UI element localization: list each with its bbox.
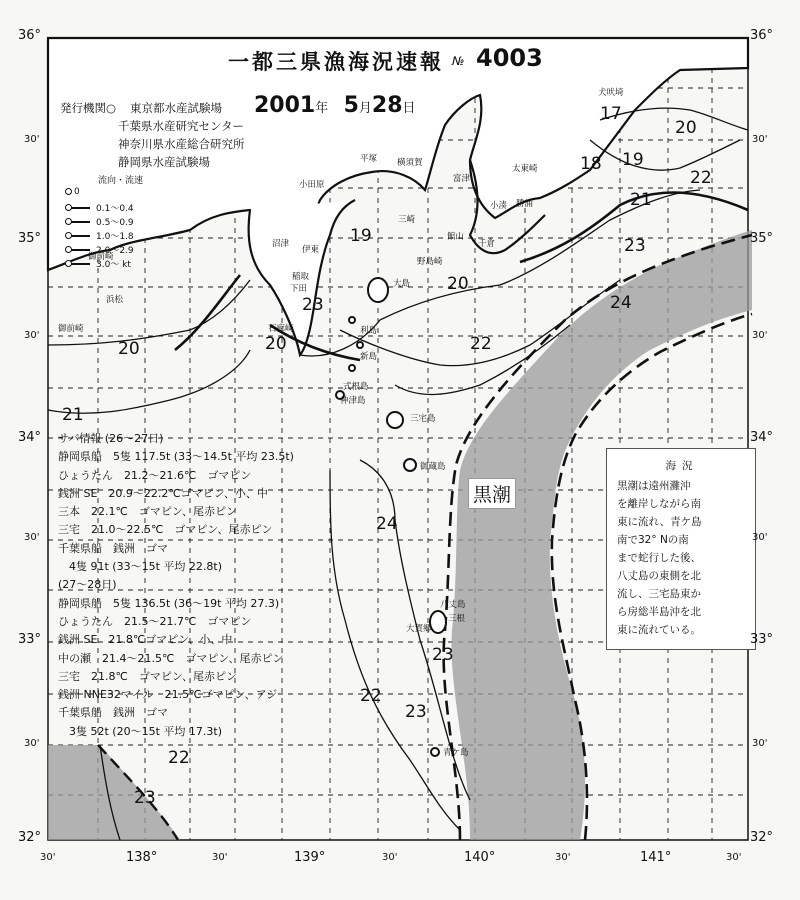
place-label: 小湊: [490, 201, 508, 211]
isotherm-label: 23: [302, 295, 324, 315]
isotherm-label: 24: [376, 514, 398, 534]
place-label: 勝浦: [516, 199, 534, 209]
info-line: 千葉県船 銭洲 ゴマ: [58, 541, 168, 555]
lat-label: 30': [24, 134, 40, 145]
lat-label-right: 36°: [750, 28, 774, 43]
legend-item: 3.0～ kt: [68, 257, 131, 270]
info-line: ひょうたん 21.5～21.7℃ ゴマピン: [58, 614, 252, 628]
place-label: 御蔵島: [420, 462, 446, 472]
isotherm-label: 20: [265, 334, 287, 354]
isotherm-label: 24: [610, 293, 632, 313]
lon-label: 30': [40, 852, 56, 863]
issuer-4: 静岡県水産試験場: [118, 155, 210, 169]
info-line: 中の瀬 21.4～21.5℃ ゴマピン、尾赤ピン: [58, 651, 284, 665]
lat-label: 32°: [18, 830, 42, 845]
sea-conditions-line: 南で32° Nの南: [617, 534, 689, 546]
issuer-2: 千葉県水産研究センター: [118, 119, 245, 133]
info-line: 三宅 21.8℃ ゴマピン、尾赤ピン: [58, 669, 237, 683]
place-label: 沼津: [272, 239, 290, 249]
report-number-label: №: [452, 54, 465, 68]
lon-label: 139°: [294, 850, 326, 865]
place-label: 犬吠埼: [598, 88, 624, 98]
place-label: 青ケ島: [443, 748, 469, 758]
info-line: 3隻 52t (20～15t 平均 17.3t): [58, 724, 222, 738]
isotherm-label: 22: [470, 334, 492, 354]
isotherm-label: 19: [622, 150, 644, 170]
isotherm-label: 22: [360, 686, 382, 706]
issuer-1: 東京都水産試験場: [130, 101, 222, 115]
lat-label-right: 34°: [750, 430, 774, 445]
legend-item: 0.5～0.9: [68, 215, 134, 228]
issuer-label: 発行機関○: [60, 101, 117, 115]
info-line: 千葉県船 銭洲 ゴマ: [58, 706, 168, 720]
info-line: 銭洲 SE 21.8℃ゴマピン、小、中: [58, 633, 233, 647]
place-label: 御前崎: [88, 252, 114, 262]
info-line: サバ情報 (26～27日): [58, 432, 164, 445]
info-line: 銭洲 NNE32マイル 21.5℃ゴマピン、アジ: [58, 688, 278, 702]
isotherm-label: 20: [675, 118, 697, 138]
place-label: 神津島: [340, 396, 366, 406]
lon-label: 30': [382, 852, 398, 863]
lat-label-right: 30': [752, 738, 768, 749]
place-label: 伊東: [302, 245, 320, 255]
info-line: 4隻 91t (33～15t 平均 22.8t): [58, 560, 222, 574]
isotherm-label: 17: [600, 104, 622, 124]
lon-label: 138°: [126, 850, 158, 865]
isotherm-label: 23: [134, 788, 156, 808]
date-year: 2001: [254, 93, 316, 118]
sea-conditions-box: [606, 448, 756, 650]
place-label: 三根: [448, 614, 466, 624]
isotherm-label: 23: [432, 645, 454, 665]
place-label: 館山: [447, 232, 465, 242]
lon-label: 30': [726, 852, 742, 863]
lat-label-right: 32°: [750, 830, 774, 845]
lat-label: 33°: [18, 632, 42, 647]
southwest-band: [48, 745, 180, 840]
issuer-3: 神奈川県水産総合研究所: [118, 137, 245, 151]
place-label: 稲取: [292, 272, 310, 282]
place-label: 下田: [290, 284, 308, 294]
sea-conditions-line: ら房総半島沖を北: [617, 606, 701, 618]
report-number: 4003: [476, 44, 543, 72]
place-label: 大賀郷: [406, 624, 432, 634]
legend-item: 0.1～0.4: [68, 201, 134, 214]
place-label: 三崎: [398, 215, 416, 225]
isotherm-label: 23: [624, 236, 646, 256]
lon-label: 30': [212, 852, 228, 863]
kuroshio-label: 黒潮: [468, 478, 516, 509]
place-label: 太東崎: [512, 164, 538, 174]
lat-label: 30': [24, 532, 40, 543]
place-label: 浜松: [106, 295, 124, 305]
place-label: 平塚: [360, 154, 378, 164]
isotherm-label: 21: [62, 405, 84, 425]
place-label: 新島: [360, 352, 378, 362]
place-label: 利島: [360, 326, 378, 336]
sea-conditions-line: 黒潮は遠州灘沖: [617, 480, 691, 492]
lat-label: 30': [24, 738, 40, 749]
place-label: 横須賀: [397, 158, 423, 168]
lat-label-right: 30': [752, 532, 768, 543]
lon-label: 30': [555, 852, 571, 863]
place-label: 野島崎: [417, 257, 443, 267]
sea-conditions-line: 流し、三宅島東か: [617, 588, 701, 600]
legend-item: 2.0～2.9: [68, 243, 134, 256]
date-day-unit: 日: [402, 101, 416, 116]
saba-info: [58, 430, 308, 741]
info-line: 銭洲 SE 20.9～22.2℃ゴマピン、小、中: [58, 486, 268, 500]
legend-title: 流向・流速: [98, 176, 144, 186]
isotherm-label: 18: [580, 154, 602, 174]
lat-label-right: 35°: [750, 231, 774, 246]
place-label: 式根島: [343, 382, 369, 392]
isotherm-label: 19: [350, 226, 372, 246]
info-line: 三宅 21.0～22.5℃ ゴマピン、尾赤ピン: [58, 523, 273, 537]
lat-label-right: 30': [752, 330, 768, 341]
legend-item: 1.0～1.8: [68, 229, 134, 242]
place-label: 千倉: [478, 239, 496, 249]
lon-label: 141°: [640, 850, 672, 865]
sea-conditions-line: 東に流れ、青ケ島: [617, 516, 702, 528]
place-label: 三宅島: [410, 414, 436, 424]
isotherm-label: 20: [447, 274, 469, 294]
date-month: 5: [343, 93, 359, 118]
isotherm-label: 21: [630, 190, 652, 210]
sea-conditions-title: 海況: [665, 460, 699, 472]
lat-label-right: 30': [752, 134, 768, 145]
lat-label: 35°: [18, 231, 42, 246]
date-day: 28: [371, 93, 403, 118]
place-label: 石廊崎: [268, 324, 294, 334]
place-label: 八丈島: [440, 600, 466, 610]
sea-conditions-line: 東に流れている。: [617, 624, 701, 636]
info-line: ひょうたん 21.2～21.6℃ ゴマピン: [58, 468, 252, 482]
info-line: 静岡県船 5隻 117.5t (33～14.5t 平均 23.5t): [58, 450, 294, 464]
info-line: (27～28日): [58, 578, 117, 592]
info-line: 静岡県船 5隻 136.5t (36～19t 平均 27.3): [58, 596, 280, 610]
sea-conditions-line: 八丈島の東側を北: [617, 570, 701, 582]
report-title: 一都三県漁海況速報: [228, 50, 444, 74]
lat-label: 34°: [18, 430, 42, 445]
sea-conditions-line: を離岸しながら南: [617, 498, 701, 510]
info-line: 三本 22.1℃ ゴマピン、尾赤ピン: [58, 505, 237, 519]
legend-item: 0: [74, 187, 80, 197]
isotherm-label: 22: [690, 168, 712, 188]
isotherm-label: 22: [168, 748, 190, 768]
lon-label: 140°: [464, 850, 496, 865]
date-month-unit: 月: [358, 101, 372, 116]
isotherm-label: 23: [405, 702, 427, 722]
place-label: 御前崎: [58, 324, 84, 334]
report-date: [254, 93, 416, 118]
lat-label: 30': [24, 330, 40, 341]
place-label: 小田原: [299, 180, 325, 190]
place-label: 富津: [453, 174, 471, 184]
lat-label: 36°: [18, 28, 42, 43]
isotherm-label: 20: [118, 339, 140, 359]
place-label: 大島: [393, 279, 411, 289]
date-year-unit: 年: [315, 101, 329, 116]
lat-label-right: 33°: [750, 632, 774, 647]
sea-conditions-line: まで蛇行した後、: [617, 552, 701, 564]
